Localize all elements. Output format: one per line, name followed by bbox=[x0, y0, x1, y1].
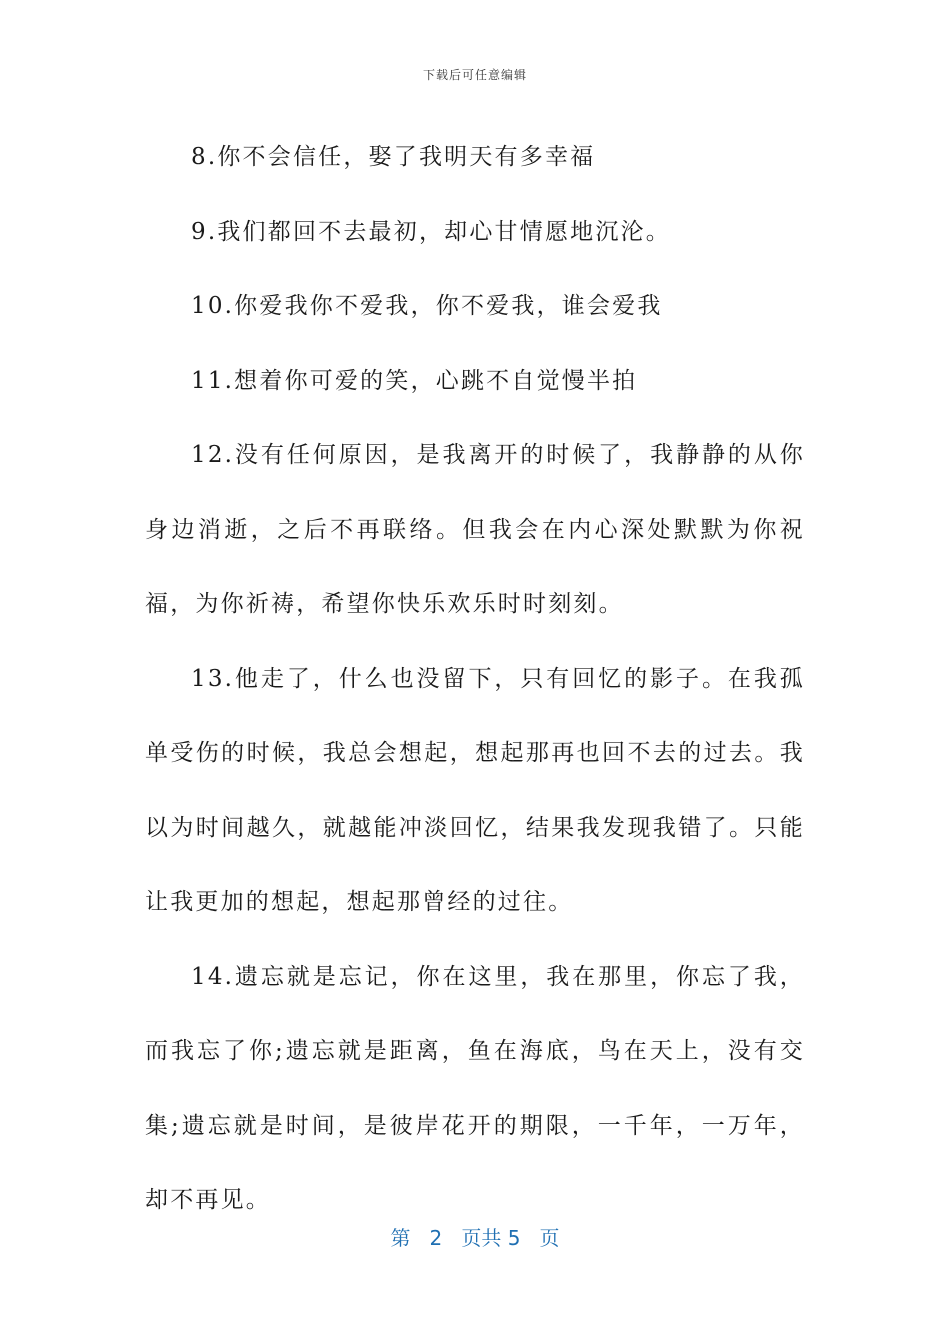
footer-suffix: 页 bbox=[539, 1226, 560, 1250]
footer-current-page: 2 bbox=[429, 1226, 443, 1250]
footer-total-pages: 5 bbox=[507, 1226, 521, 1250]
header-note: 下载后可任意编辑 bbox=[422, 68, 527, 82]
paragraph-13: 13.他走了，什么也没留下，只有回忆的影子。在我孤单受伤的时候，我总会想起，想起那再也回不去的过去。我以为时间越久，就越能冲淡回忆，结果我发现我错了。只能让我更加的想起，想起那曾经的过往。 bbox=[145, 665, 805, 915]
paragraph-9: 9.我们都回不去最初，却心甘情愿地沉沦。 bbox=[191, 218, 671, 245]
paragraph-10: 10.你爱我你不爱我，你不爱我，谁会爱我 bbox=[191, 293, 663, 319]
paragraph-14: 14.遗忘就是忘记，你在这里，我在那里，你忘了我，而我忘了你;遗忘就是距离，鱼在海底，鸟在天上，没有交集;遗忘就是时间，是彼岸花开的期限，一千年，一万年，却不再见。 bbox=[145, 963, 805, 1213]
document-body bbox=[145, 120, 805, 1238]
footer-middle: 页共 bbox=[461, 1226, 502, 1250]
paragraph-12: 12.没有任何原因，是我离开的时候了，我静静的从你身边消逝，之后不再联络。但我会在内心深处默默为你祝福，为你祈祷，希望你快乐欢乐时时刻刻。 bbox=[145, 442, 805, 617]
paragraph-11: 11.想着你可爱的笑，心跳不自觉慢半拍 bbox=[191, 367, 638, 394]
page-footer bbox=[0, 1222, 950, 1251]
paragraph-8: 8.你不会信任，娶了我明天有多幸福 bbox=[191, 144, 596, 170]
footer-prefix: 第 bbox=[390, 1226, 411, 1250]
